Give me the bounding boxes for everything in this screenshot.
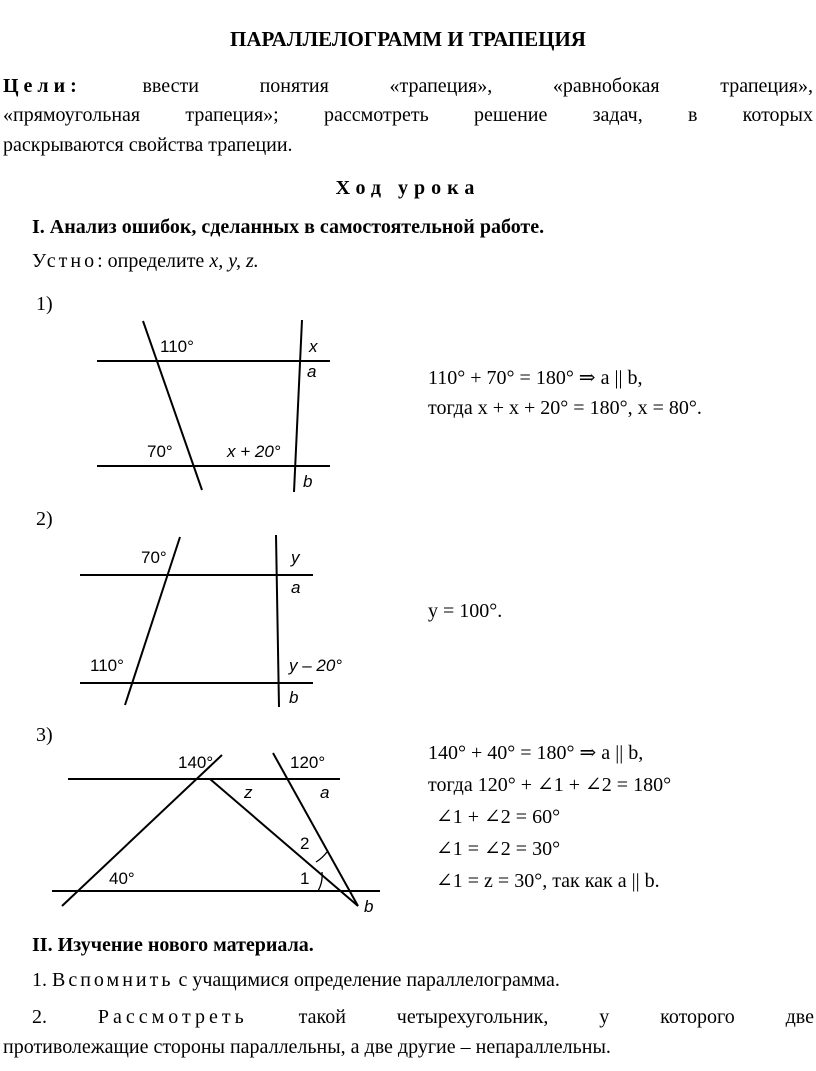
lesson-heading: Ход урока (335, 177, 481, 199)
fig3-middle-side (210, 779, 358, 906)
problem-3-solution-line-4: ∠1 = ∠2 = 30° (436, 838, 561, 860)
figure-1 (97, 320, 330, 492)
section-2-item-2 (32, 1005, 814, 1030)
fig3-label-b: b (364, 897, 374, 916)
oral-text: : определите (97, 250, 210, 272)
fig1-var-x: x (309, 337, 318, 356)
section-2-item-1 (32, 968, 560, 993)
fig1-label-b: b (303, 472, 313, 491)
item-1-number: 1. (32, 969, 47, 991)
problem-3-number: 3) (36, 724, 53, 746)
item-1-spaced: Вспомнить (52, 969, 174, 991)
item-2-spaced: Рассмотреть (97, 1006, 248, 1028)
fig1-angle-bottom: 70° (147, 442, 173, 461)
item-1-text: с учащимися определение параллелограмма. (178, 969, 560, 991)
fig3-angle-2-arc (316, 852, 327, 862)
fig2-label-b: b (289, 688, 299, 707)
oral-label: Устно (32, 250, 98, 272)
goals-line-3: раскрываются свойства трапеции. (3, 134, 293, 156)
fig3-right-side (273, 753, 358, 906)
section-1-heading: I. Анализ ошибок, сделанных в самостоятельной работе. (32, 216, 545, 238)
fig2-transversal-right (276, 535, 279, 707)
goals-line-2: «прямоугольная трапеция»; рассмотреть решение задач, в которых (3, 104, 813, 126)
fig3-left-side (62, 755, 222, 906)
fig3-angle-120: 120° (290, 753, 326, 772)
problem-1-number: 1) (36, 293, 53, 315)
section-2-heading: II. Изучение нового материала. (32, 934, 314, 956)
fig2-angle-bottom: 110° (90, 656, 124, 675)
fig2-expr-bottom: y – 20° (289, 656, 343, 675)
problem-3-solution-line-2: тогда 120° + ∠1 + ∠2 = 180° (428, 774, 672, 796)
fig2-var-y: y (291, 548, 300, 567)
fig1-expr-bottom: x + 20° (227, 442, 281, 461)
fig3-angle-2-label: 2 (300, 834, 310, 853)
problem-3-solution-line-3: ∠1 + ∠2 = 60° (436, 806, 561, 828)
problem-1-solution-line-1: 110° + 70° = 180° ⇒ a || b, (428, 367, 643, 389)
item-2-number: 2. (32, 1006, 47, 1028)
item-2-text: такой четырехугольник, у которого две (298, 1006, 814, 1028)
fig1-angle-top: 110° (160, 337, 194, 356)
page-title: ПАРАЛЛЕЛОГРАММ И ТРАПЕЦИЯ (230, 27, 586, 51)
problem-3-solution-line-1: 140° + 40° = 180° ⇒ a || b, (428, 742, 644, 764)
goals-text-1: ввести понятия «трапеция», «равнобокая трапеция», (142, 75, 814, 97)
problem-2-number: 2) (36, 508, 53, 530)
fig3-angle-140: 140° (178, 753, 214, 772)
oral-vars: x, y, z. (209, 250, 259, 272)
fig3-label-a: a (320, 783, 330, 802)
fig3-angle-40: 40° (109, 869, 135, 888)
fig3-angle-1-arc (318, 872, 322, 891)
fig3-angle-1-label: 1 (300, 869, 310, 888)
fig1-label-a: a (307, 362, 317, 381)
fig2-label-a: a (291, 578, 301, 597)
problem-3-solution-line-5: ∠1 = z = 30°, так как a || b. (436, 870, 660, 892)
fig3-var-z: z (244, 783, 253, 802)
fig2-angle-top: 70° (141, 548, 167, 567)
figure-2 (80, 535, 342, 707)
problem-2-solution-line-1: y = 100°. (428, 600, 503, 622)
figure-3 (52, 753, 380, 916)
problem-1-solution-line-2: тогда x + x + 20° = 180°, x = 80°. (428, 397, 702, 419)
goals-label: Цели: (3, 75, 82, 97)
section-2-item-2-line-2: противолежащие стороны параллельны, а две другие – непараллельны. (3, 1036, 611, 1058)
